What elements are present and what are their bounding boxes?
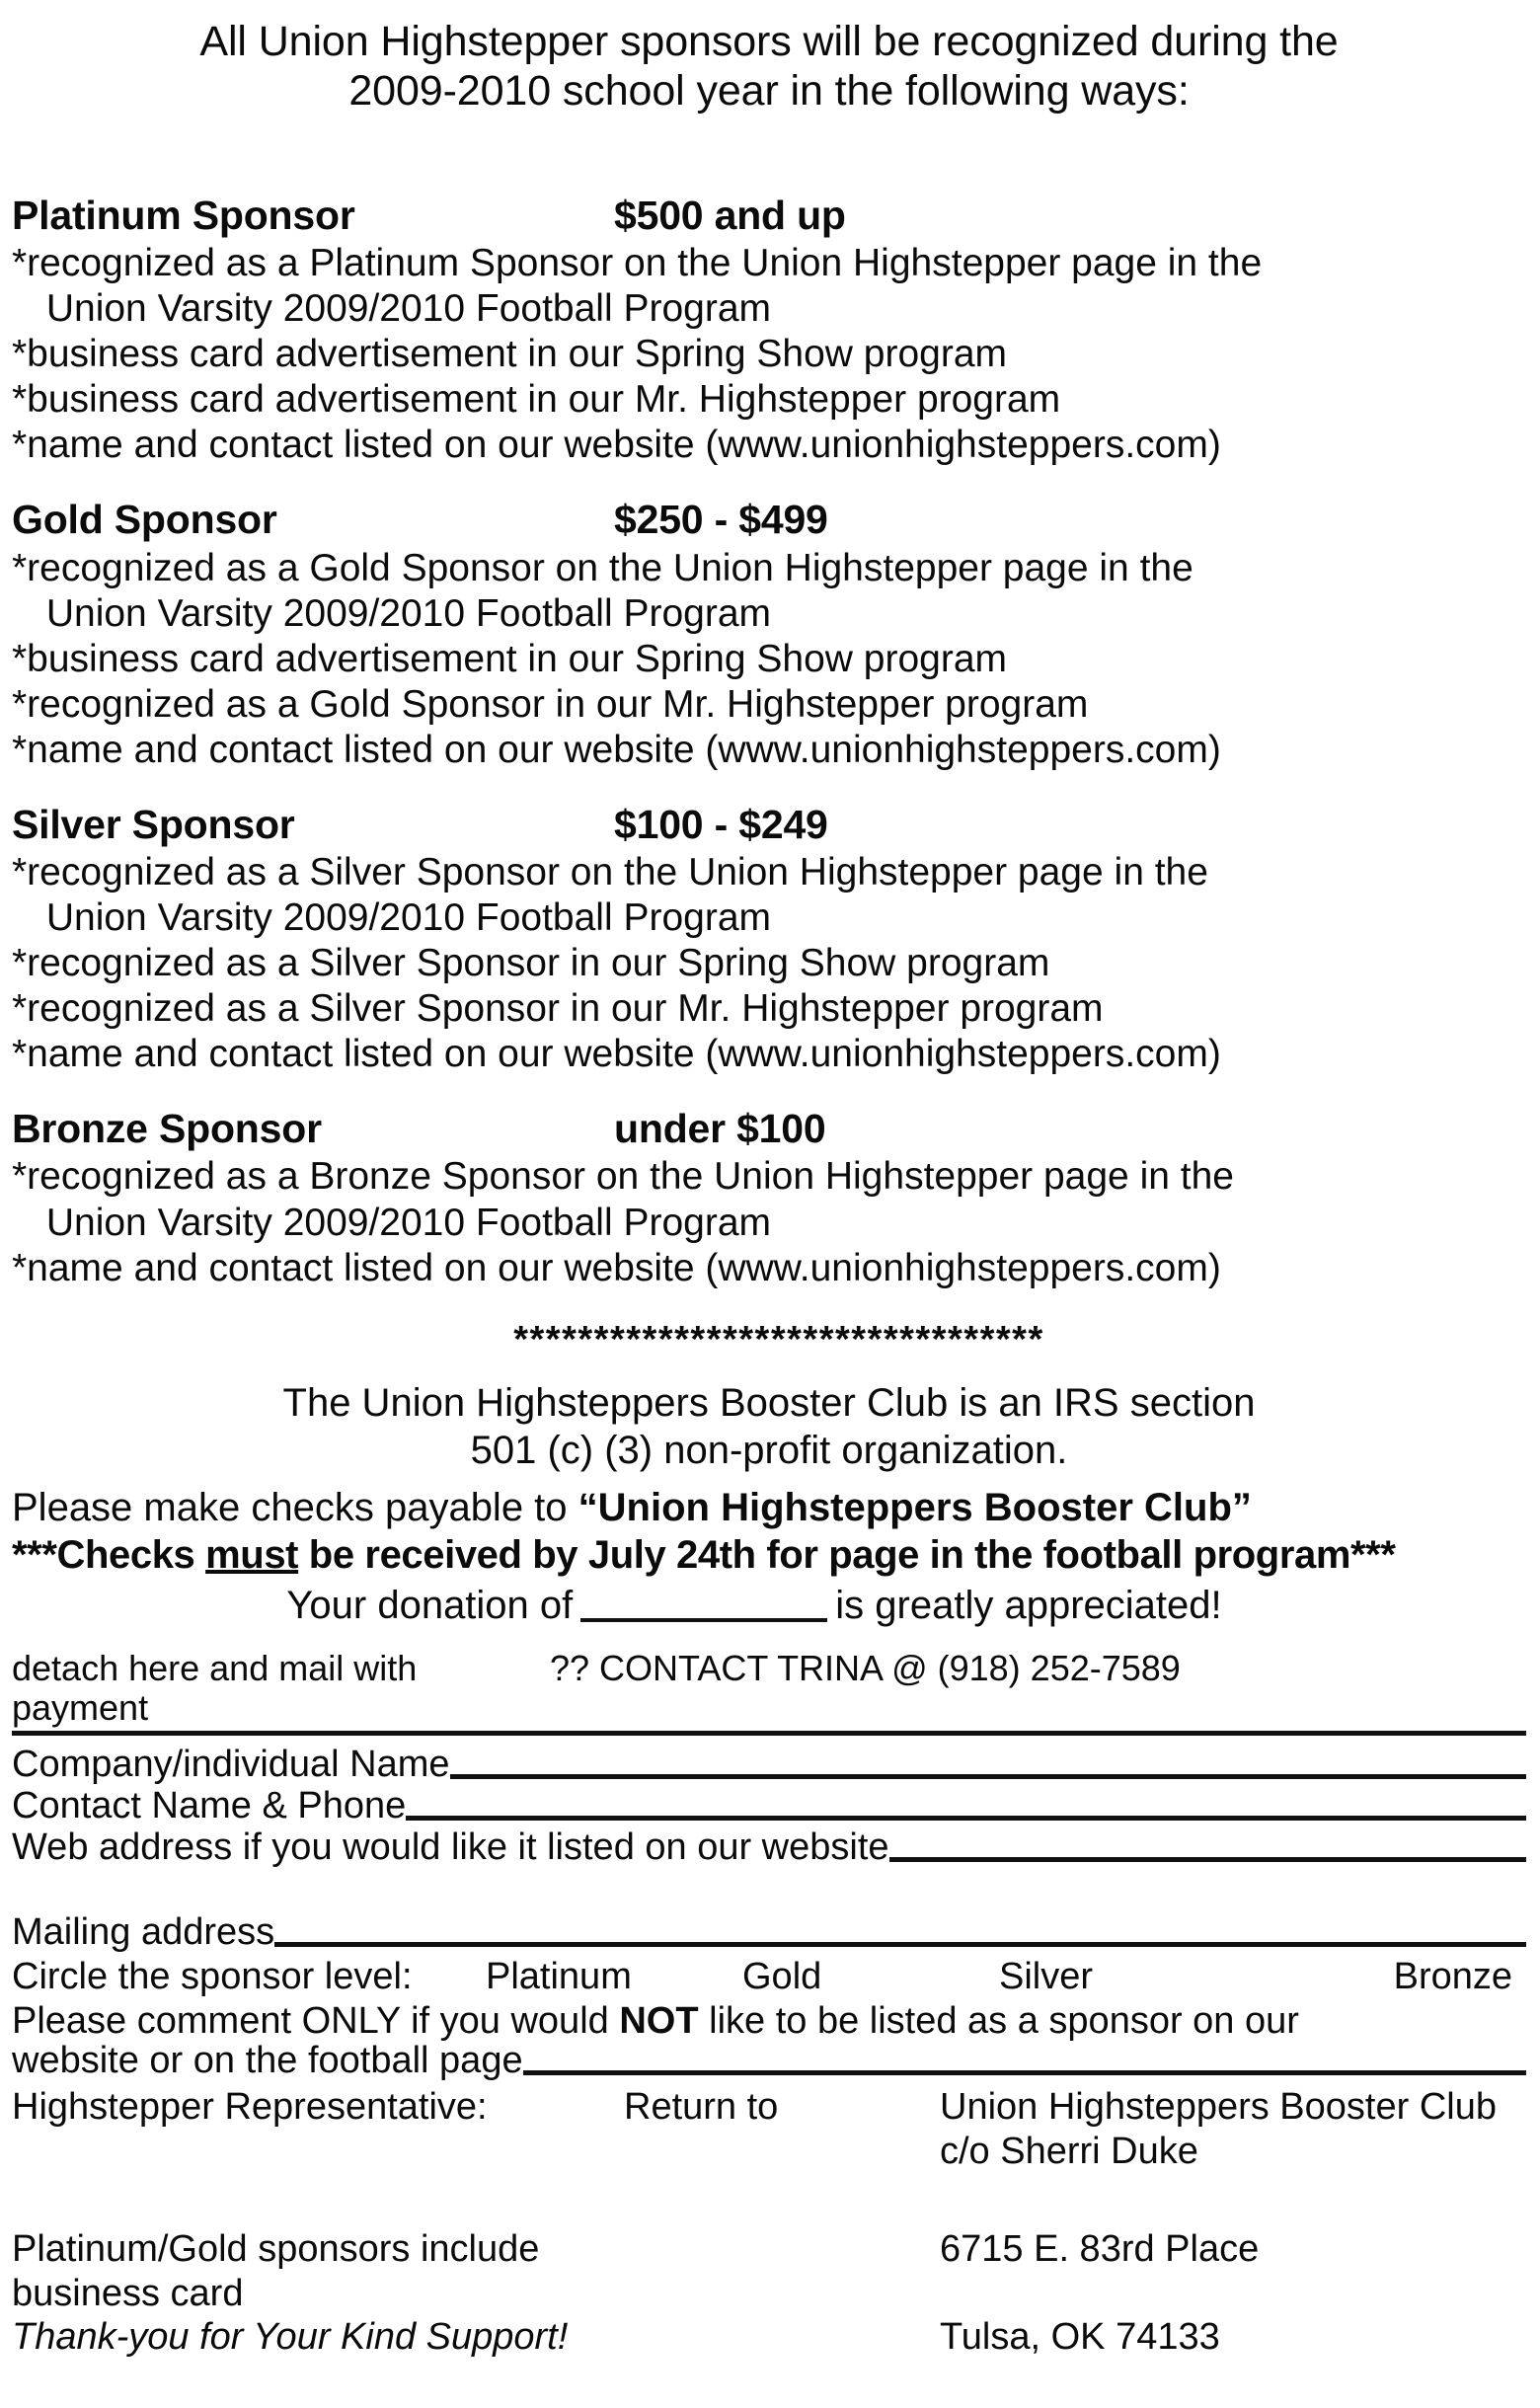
tier-benefit-item: Union Varsity 2009/2010 Football Program [36, 896, 772, 940]
page-title-line-1: All Union Highstepper sponsors will be recognized during the [199, 18, 1339, 65]
sponsor-level-option-bronze[interactable]: Bronze [1393, 1955, 1512, 1997]
sponsor-tier-gold [12, 496, 1526, 772]
tier-heading [12, 192, 1526, 239]
tier-name: Gold Sponsor [12, 497, 277, 543]
tier-benefits [12, 241, 1526, 468]
field-label: Company/individual Name [12, 1744, 450, 1786]
sponsor-level-prompt: Circle the sponsor level: [12, 1955, 413, 1997]
donation-prefix-label: Your donation of [286, 1584, 574, 1628]
return-address-line-3: 6715 E. 83rd Place [940, 2227, 1260, 2270]
checks-deadline-emphasis: must [205, 1533, 299, 1578]
sponsor-level-option-gold[interactable]: Gold [742, 1955, 822, 1997]
field-input-rule[interactable] [523, 2070, 1526, 2075]
tier-benefit-item: *recognized as a Silver Sponsor in our Mr. Highstepper program [12, 987, 1104, 1031]
detach-instruction-row [12, 1649, 1526, 1727]
footer-return-address-block [12, 2085, 1526, 2360]
tier-amount: $500 and up [614, 192, 846, 238]
detach-here-label: detach here and mail with payment [12, 1648, 418, 1728]
form-spacer [12, 1870, 1526, 1913]
highstepper-rep-label: Highstepper Representative: [12, 2086, 488, 2129]
sponsor-tier-silver [12, 801, 1526, 1077]
asterisk-divider: ********************************* [513, 1318, 1044, 1360]
checks-payable-line [12, 1484, 1526, 1532]
opt-out-comment-line [12, 2000, 1526, 2043]
tier-amount: $100 - $249 [614, 801, 828, 847]
donation-amount-line [12, 1580, 1526, 1631]
tier-name: Silver Sponsor [12, 801, 295, 847]
opt-out-comment-suffix: like to be listed as a sponsor on our [698, 1999, 1299, 2042]
tier-benefit-item: *name and contact listed on our website (www.unionhighsteppers.com) [12, 1033, 1221, 1076]
footer-empty-cell-d [624, 2315, 940, 2360]
checks-payable-org-name: “Union Highsteppers Booster Club” [578, 1485, 1252, 1529]
tier-benefit-item: *name and contact listed on our website (www.unionhighsteppers.com) [12, 424, 1221, 467]
sponsor-level-option-silver[interactable]: Silver [999, 1955, 1094, 1997]
tier-amount: $250 - $499 [614, 497, 828, 543]
detach-rule-divider [12, 1731, 1526, 1736]
tier-name: Bronze Sponsor [12, 1106, 322, 1152]
tier-benefit-item: *business card advertisement in our Spring Show program [12, 637, 1008, 680]
field-input-rule[interactable] [889, 1857, 1526, 1862]
tier-benefit-item: *recognized as a Gold Sponsor in our Mr. Highstepper program [12, 682, 1089, 726]
field-input-rule[interactable] [406, 1816, 1526, 1821]
page-title-line-2: 2009-2010 school year in the following ways: [348, 66, 1190, 115]
tier-amount: under $100 [614, 1106, 826, 1152]
tier-benefit-item: *recognized as a Gold Sponsor on the Union Highstepper page in the [12, 546, 1194, 589]
tier-benefits [12, 850, 1526, 1077]
field-label: Web address if you would like it listed on our website [12, 1826, 889, 1869]
sponsor-tiers-list [12, 192, 1526, 1291]
tier-benefits [12, 1154, 1526, 1290]
sponsor-level-selection-row [12, 1957, 1526, 1998]
tier-name: Platinum Sponsor [12, 192, 355, 238]
tier-benefit-item: *recognized as a Silver Sponsor on the Union Highstepper page in the [12, 851, 1208, 894]
form-field-mailing-address[interactable] [12, 1910, 1526, 1953]
nonprofit-statement [12, 1379, 1526, 1474]
form-field-contact-name-phone[interactable] [12, 1787, 1526, 1826]
sponsor-tier-bronze [12, 1105, 1526, 1290]
checks-deadline-prefix: ***Checks [12, 1533, 206, 1578]
tier-benefit-item: Union Varsity 2009/2010 Football Program [36, 1201, 772, 1244]
tier-benefit-item: *business card advertisement in our Spring Show program [12, 333, 1008, 376]
return-address-line-2: c/o Sherri Duke [940, 2130, 1198, 2172]
tier-benefit-item: Union Varsity 2009/2010 Football Program [36, 591, 772, 635]
field-label: website or on the football page [12, 2040, 523, 2082]
sponsor-tier-platinum [12, 192, 1526, 468]
form-field-web-address[interactable] [12, 1828, 1526, 1868]
return-to-label: Return to [624, 2086, 779, 2129]
contact-phone-label: ?? CONTACT TRINA @ (918) 252-7589 [550, 1648, 1181, 1689]
nonprofit-line-1: The Union Highsteppers Booster Club is an IRS section [282, 1380, 1256, 1425]
thank-you-message: Thank-you for Your Kind Support! [12, 2316, 569, 2359]
opt-out-comment-prefix: Please comment ONLY if you would [12, 1999, 620, 2042]
footer-empty-cell-b [624, 2130, 940, 2174]
checks-deadline-suffix: be received by July 24th for page in the football program*** [298, 1533, 1396, 1578]
return-address-line-1: Union Highsteppers Booster Club [940, 2086, 1497, 2129]
sponsor-level-option-platinum[interactable]: Platinum [486, 1955, 632, 1997]
checks-deadline-line [12, 1531, 1526, 1580]
tier-benefit-item: *recognized as a Silver Sponsor in our Spring Show program [12, 942, 1050, 985]
tier-benefits [12, 546, 1526, 773]
field-label: Contact Name & Phone [12, 1785, 407, 1827]
tier-benefit-item: *business card advertisement in our Mr. Highstepper program [12, 378, 1061, 422]
page-title [12, 0, 1526, 117]
donation-amount-blank[interactable] [580, 1618, 827, 1622]
footer-empty-cell-a [12, 2130, 624, 2174]
business-card-note: Platinum/Gold sponsors include business card [12, 2227, 540, 2314]
footer-empty-cell-c [624, 2227, 940, 2316]
return-address-line-4: Tulsa, OK 74133 [940, 2316, 1220, 2359]
form-field-opt-out-comment[interactable] [12, 2042, 1526, 2081]
field-input-rule[interactable] [274, 1942, 1526, 1947]
tier-benefit-item: *name and contact listed on our website (www.unionhighsteppers.com) [12, 728, 1221, 771]
field-label: Mailing address [12, 1910, 275, 1953]
tier-heading [12, 801, 1526, 848]
tier-benefit-item: *recognized as a Bronze Sponsor on the Union Highstepper page in the [12, 1155, 1234, 1199]
opt-out-comment-emphasis: NOT [619, 1999, 699, 2042]
nonprofit-line-2: 501 (c) (3) non-profit organization. [470, 1428, 1068, 1472]
checks-payable-prefix: Please make checks payable to [12, 1485, 578, 1529]
tier-benefit-item: *name and contact listed on our website (www.unionhighsteppers.com) [12, 1246, 1221, 1289]
field-input-rule[interactable] [450, 1774, 1526, 1779]
tier-benefit-item: Union Varsity 2009/2010 Football Program [36, 287, 772, 331]
donation-suffix-label: is greatly appreciated! [835, 1584, 1222, 1628]
form-field-company-name[interactable] [12, 1746, 1526, 1785]
tier-heading [12, 496, 1526, 543]
tier-heading [12, 1105, 1526, 1152]
tier-benefit-item: *recognized as a Platinum Sponsor on the Union Highstepper page in the [12, 242, 1263, 285]
